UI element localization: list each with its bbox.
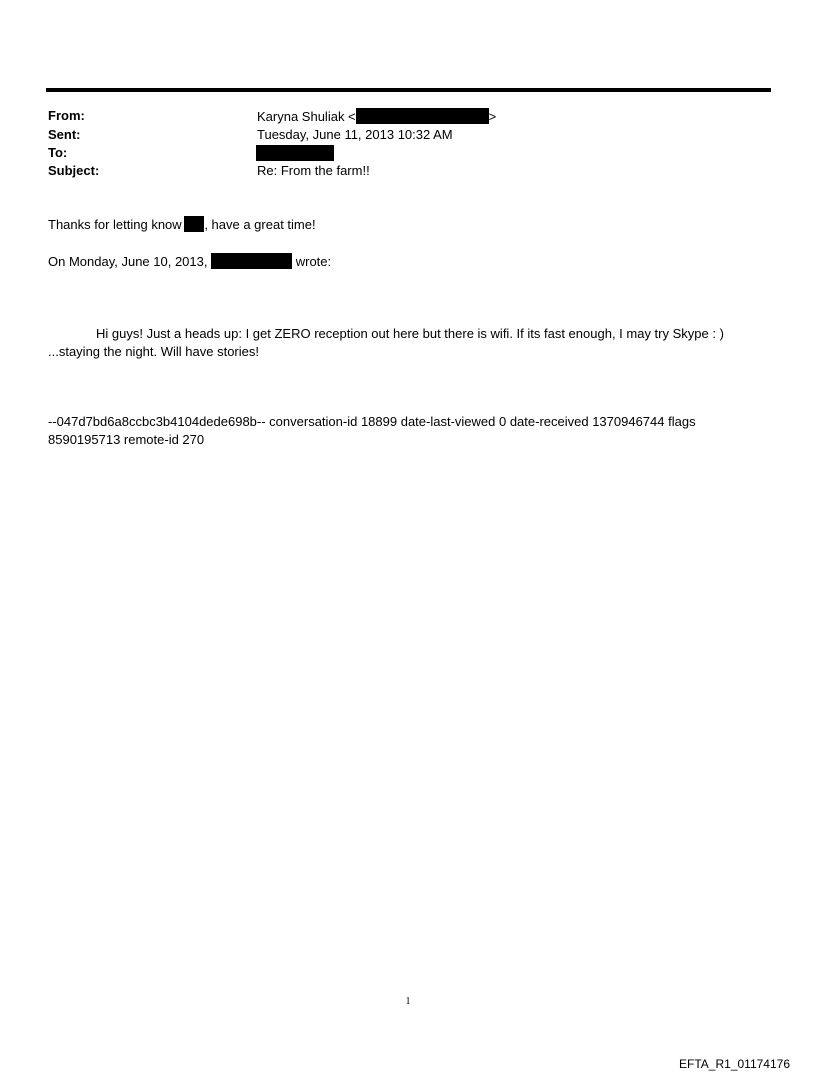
reply-text-end: , have a great time! xyxy=(204,217,316,232)
quoted-message-line: Hi guys! Just a heads up: I get ZERO reception out here but there is wifi. If its fast enough, I may try Skype : ) xyxy=(96,326,724,341)
header-divider xyxy=(46,88,771,92)
from-name: Karyna Shuliak < xyxy=(257,109,356,124)
redaction-box xyxy=(256,145,334,161)
reply-line xyxy=(48,216,316,233)
redaction-box xyxy=(356,108,489,124)
quoted-message-line: ...staying the night. Will have stories! xyxy=(48,344,259,359)
metadata-line: 8590195713 remote-id 270 xyxy=(48,432,205,447)
redaction-box xyxy=(211,253,292,269)
sent-value: Tuesday, June 11, 2013 10:32 AM xyxy=(257,127,453,142)
subject-value: Re: From the farm!! xyxy=(257,163,370,178)
to-value xyxy=(256,145,334,165)
from-close: > xyxy=(488,109,497,124)
quote-intro-end: wrote: xyxy=(295,254,332,269)
subject-label: Subject: xyxy=(48,163,100,178)
sent-label: Sent: xyxy=(48,127,81,142)
page-number: 1 xyxy=(405,996,411,1007)
from-label: From: xyxy=(48,108,85,123)
to-label: To: xyxy=(48,145,68,160)
quote-intro-line xyxy=(48,253,331,270)
from-value xyxy=(257,108,496,125)
redaction-box xyxy=(184,216,204,232)
metadata-line: --047d7bd6a8ccbc3b4104dede698b-- conversation-id 18899 date-last-viewed 0 date-received 1370946744 flags xyxy=(48,414,696,429)
document-id: EFTA_R1_01174176 xyxy=(679,1057,790,1071)
reply-text-start: Thanks for letting know xyxy=(48,217,182,232)
quote-intro-start: On Monday, June 10, 2013, xyxy=(48,254,208,269)
